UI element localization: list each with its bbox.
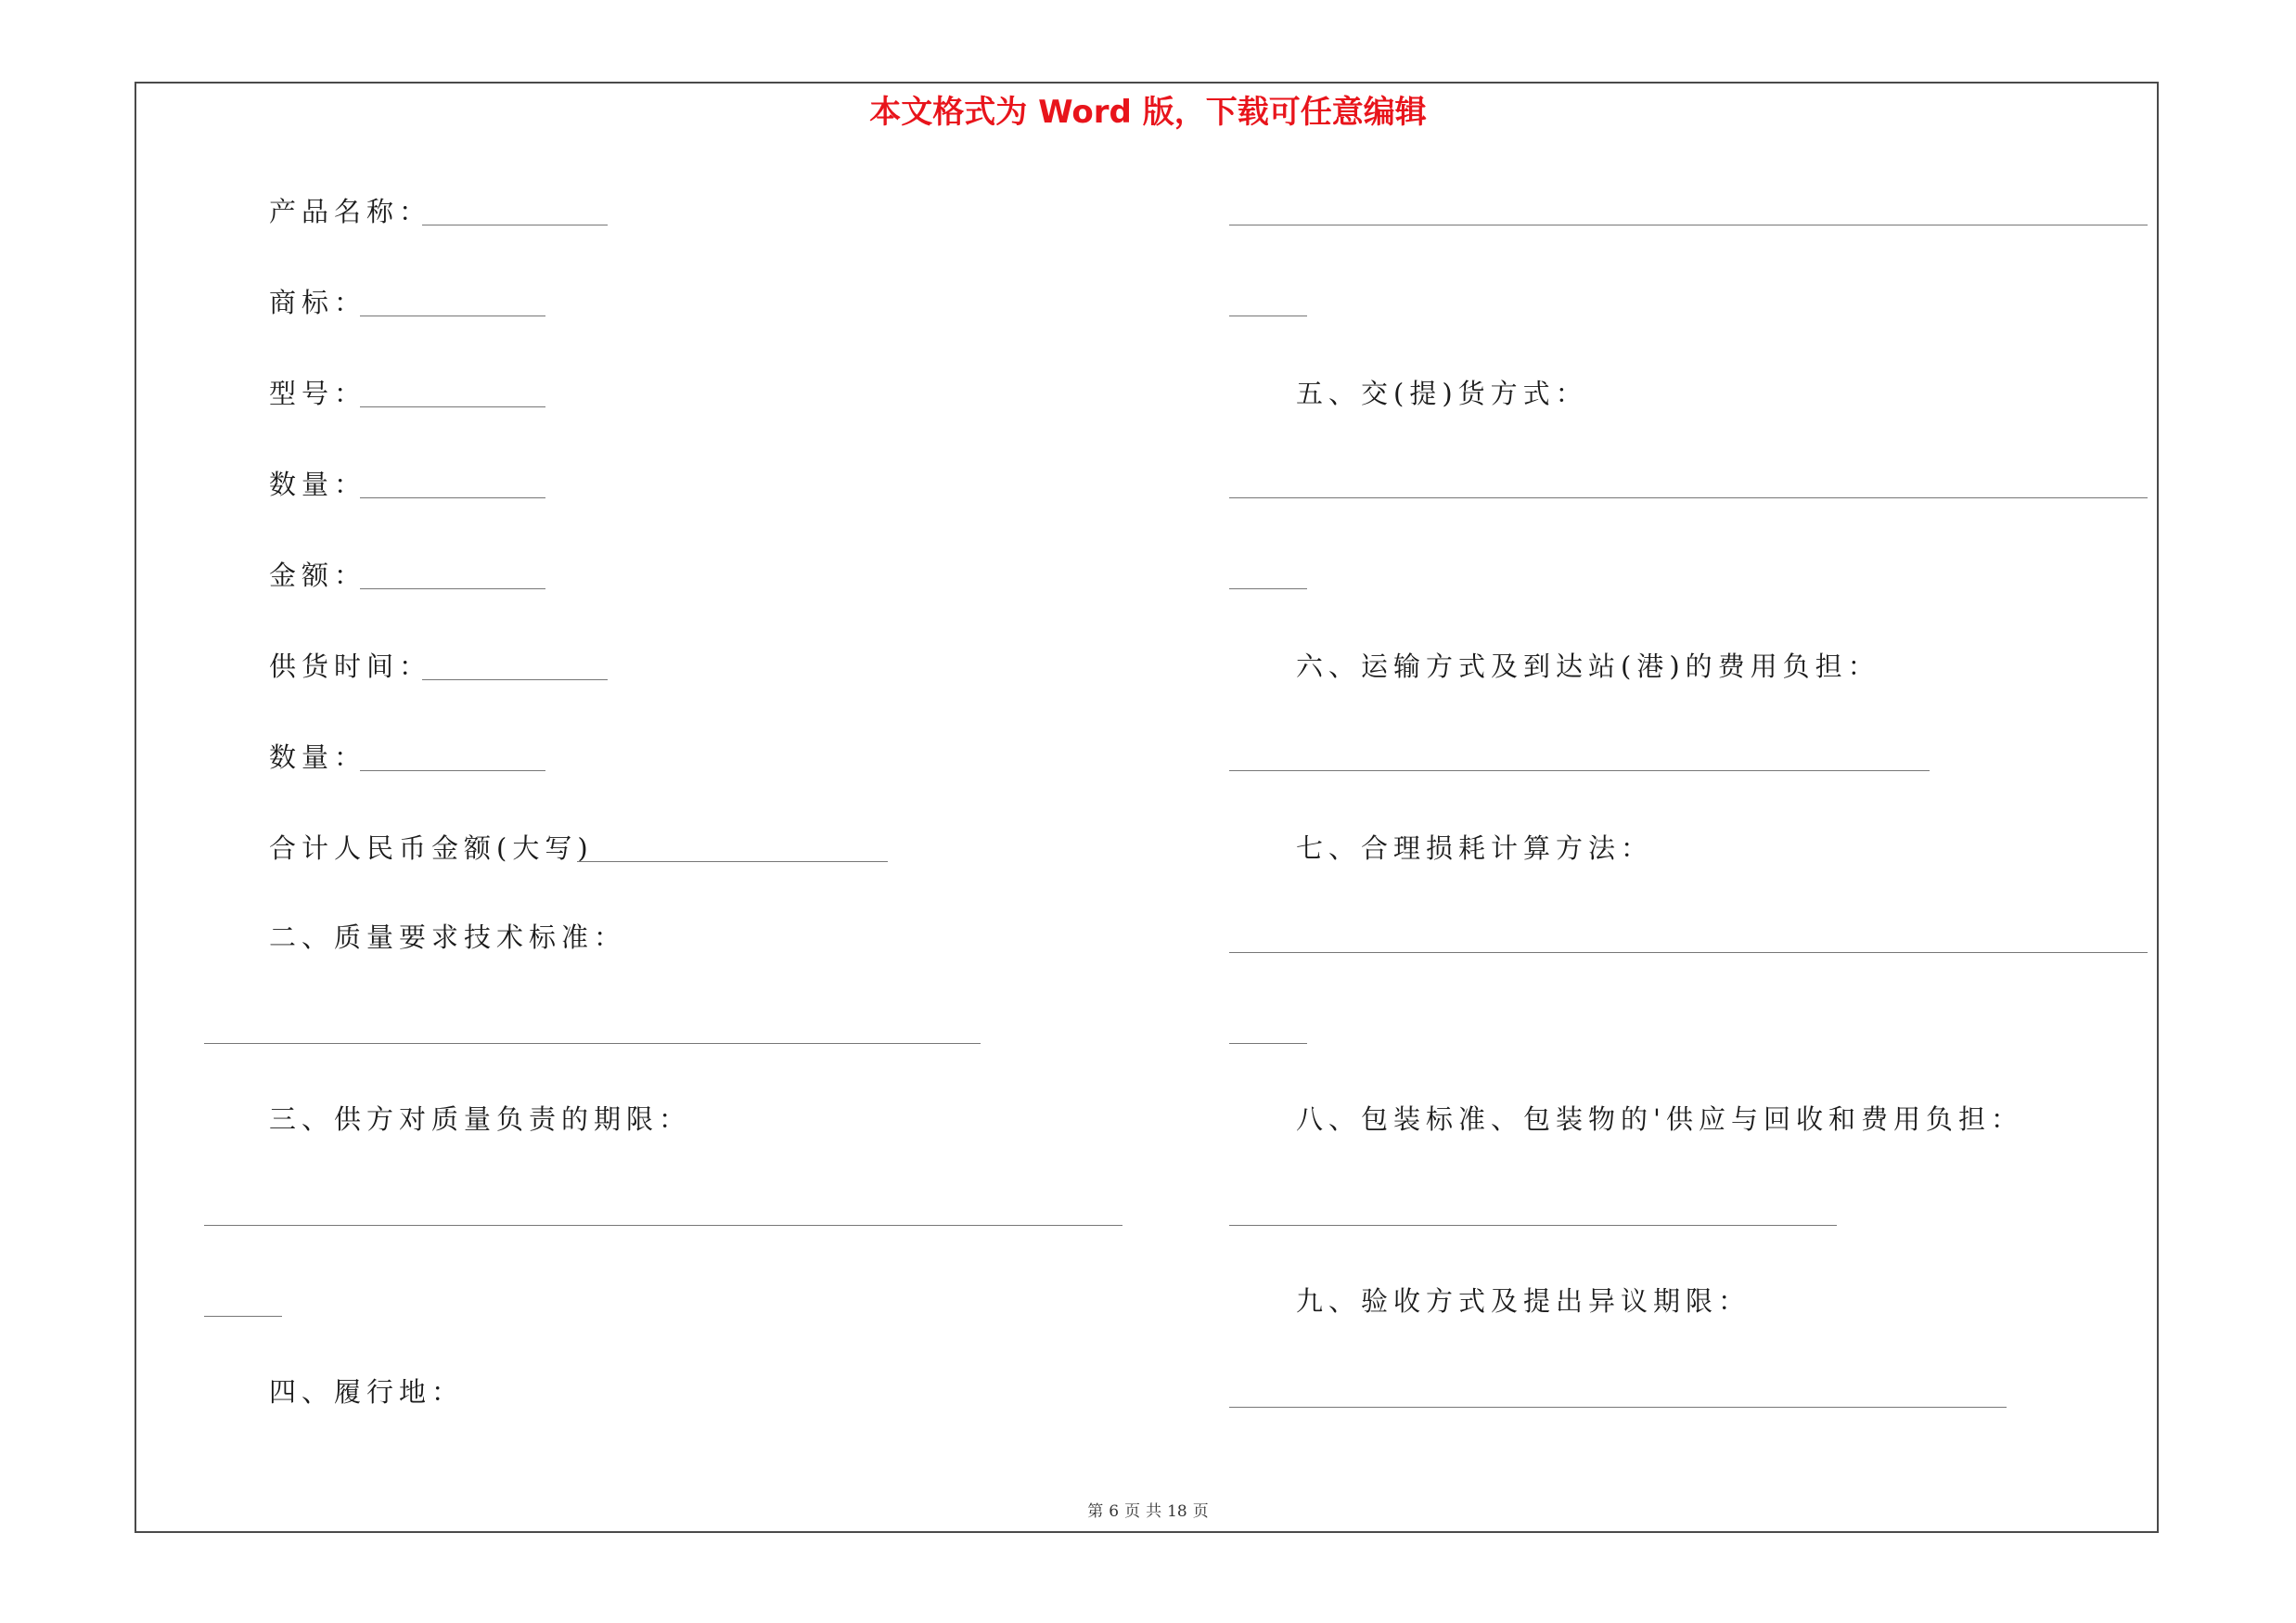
footer-total-pages: 18 — [1167, 1502, 1187, 1521]
field-blank-supply-time[interactable] — [422, 679, 608, 680]
field-label-product-name: 产品名称： — [269, 196, 432, 227]
field-label-quantity-2: 数量： — [269, 741, 367, 773]
page-footer — [0, 1498, 2296, 1521]
blank-loss-1[interactable] — [1229, 952, 2148, 953]
field-label-trademark: 商标： — [269, 287, 367, 318]
section-transport-cost: 六、运输方式及到达站(港)的费用负担： — [1296, 650, 1880, 682]
section-delivery-method: 五、交(提)货方式： — [1296, 378, 1588, 409]
field-label-total-rmb: 合计人民币金额(大写) — [269, 832, 594, 864]
field-label-model: 型号： — [269, 378, 367, 409]
field-blank-quantity-2[interactable] — [360, 770, 545, 771]
blank-delivery-2[interactable] — [1229, 588, 1307, 589]
blank-quality-period-1[interactable] — [204, 1225, 1122, 1226]
blank-packaging[interactable] — [1229, 1225, 1837, 1226]
field-label-quantity: 数量： — [269, 469, 367, 500]
footer-suffix: 页 — [1192, 1502, 1209, 1521]
blank-acceptance[interactable] — [1229, 1407, 2007, 1408]
section-loss-calculation: 七、合理损耗计算方法： — [1296, 832, 1654, 864]
field-blank-total-rmb[interactable] — [577, 861, 888, 862]
field-label-amount: 金额： — [269, 560, 367, 591]
footer-page-word: 页 — [1124, 1502, 1141, 1521]
section-quality-period: 三、供方对质量负责的期限： — [269, 1103, 692, 1135]
section-acceptance: 九、验收方式及提出异议期限： — [1296, 1285, 1751, 1317]
blank-delivery-1[interactable] — [1229, 497, 2148, 498]
format-note: 本文格式为 Word 版，下载可任意编辑 — [869, 94, 1427, 131]
section-packaging: 八、包装标准、包装物的'供应与回收和费用负担： — [1296, 1103, 2023, 1135]
field-blank-model[interactable] — [360, 406, 545, 407]
field-blank-amount[interactable] — [360, 588, 545, 589]
section-place-of-performance: 四、履行地： — [269, 1376, 465, 1408]
section-quality-standard: 二、质量要求技术标准： — [269, 921, 627, 953]
footer-prefix: 第 — [1087, 1502, 1104, 1521]
field-label-supply-time: 供货时间： — [269, 650, 432, 682]
footer-total-word: 共 — [1146, 1502, 1162, 1521]
field-blank-quantity[interactable] — [360, 497, 545, 498]
blank-quality-standard[interactable] — [204, 1043, 981, 1044]
page-frame — [135, 82, 2159, 1533]
blank-transport[interactable] — [1229, 770, 1930, 771]
blank-quality-period-2[interactable] — [204, 1316, 282, 1317]
footer-page-number: 6 — [1109, 1502, 1120, 1521]
blank-loss-2[interactable] — [1229, 1043, 1307, 1044]
